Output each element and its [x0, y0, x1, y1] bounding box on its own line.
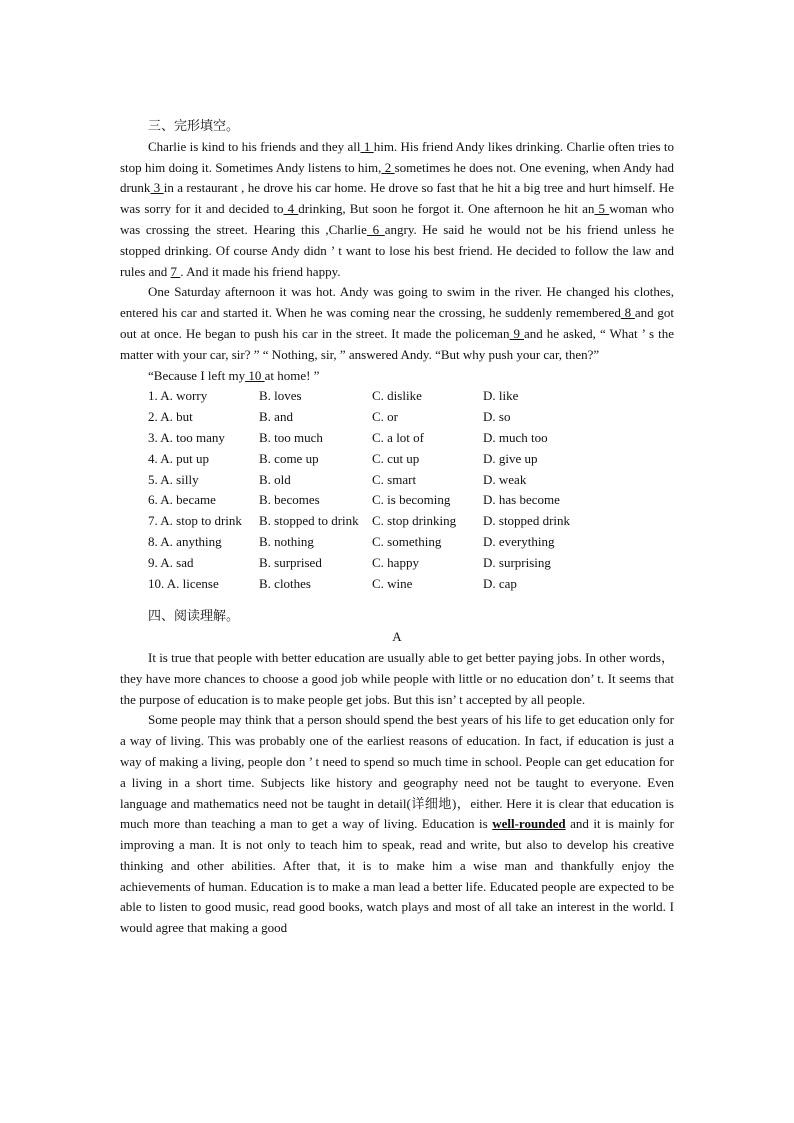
- option-b: B. too much: [259, 429, 323, 445]
- option-c: C. or: [372, 409, 398, 425]
- section-4-heading: 四、阅读理解。: [148, 608, 240, 624]
- option-row: [148, 386, 674, 407]
- blank-5: 5: [594, 201, 610, 217]
- blank-2: 2: [381, 159, 395, 175]
- blank-3: 3: [150, 180, 164, 196]
- option-a: 7. A. stop to drink: [148, 513, 242, 529]
- blank-9: 9: [509, 325, 524, 341]
- option-d: D. like: [483, 388, 519, 404]
- option-d: D. surprising: [483, 554, 551, 570]
- option-d: D. give up: [483, 450, 538, 466]
- blank-8: 8: [620, 305, 635, 321]
- option-c: C. dislike: [372, 388, 422, 404]
- option-row: [148, 470, 674, 491]
- text: One Saturday afternoon it was hot. Andy was going to swim in the river. He changed his clothes, entered his car and started it. When he was coming near the crossing, he suddenly remembered: [120, 284, 674, 321]
- text: angry. He said he would not be his friend unless he stopped drinking. Of course Andy didn ’ t want to lose his best friend. He decided to follow the law and rules and: [120, 221, 674, 279]
- section-3-heading: 三、完形填空。: [148, 118, 240, 133]
- option-row: [148, 428, 674, 449]
- option-c: C. stop drinking: [372, 513, 457, 529]
- option-b: B. old: [259, 471, 291, 487]
- option-b: B. nothing: [259, 533, 314, 549]
- option-b: B. surprised: [259, 554, 322, 570]
- option-c: C. smart: [372, 471, 417, 487]
- text: him. His friend Andy likes drinking. Charlie often tries to stop him doing it. Sometimes Andy listens to him,: [120, 138, 675, 175]
- option-d: D. cap: [483, 575, 517, 591]
- text: “Because I left my: [148, 367, 246, 383]
- text: Charlie is kind to his friends and they all: [148, 138, 361, 154]
- option-row: [148, 407, 674, 428]
- blank-4: 4: [283, 201, 299, 217]
- text: and it is mainly for improving a man. It is not only to teach him to speak, read and write, but also to develop his creative thinking and other abilities. After that, it is to make him a wise man and thankfully enjoy the achievements of human. Education is to make a man lead a better life. Educated people are expected to be able to listen to good music, read good books, watch plays and most of all take an interest in the world. I would agree that making a good: [120, 816, 675, 936]
- option-a: 4. A. put up: [148, 450, 210, 466]
- option-b: B. stopped to drink: [259, 513, 359, 529]
- keyword-well-rounded: well-rounded: [492, 816, 566, 832]
- option-d: D. so: [483, 409, 511, 425]
- option-b: B. clothes: [259, 575, 311, 591]
- option-b: B. loves: [259, 388, 302, 404]
- option-a: 10. A. license: [148, 575, 219, 591]
- text: at home! ”: [264, 367, 320, 383]
- option-c: C. wine: [372, 575, 413, 591]
- option-row: [148, 511, 674, 532]
- option-d: D. has become: [483, 492, 560, 508]
- option-a: 2. A. but: [148, 409, 193, 425]
- option-a: 5. A. silly: [148, 471, 199, 487]
- blank-1: 1: [360, 138, 374, 154]
- option-d: D. everything: [483, 533, 555, 549]
- option-c: C. cut up: [372, 450, 420, 466]
- option-d: D. stopped drink: [483, 513, 571, 529]
- option-a: 8. A. anything: [148, 533, 222, 549]
- option-b: B. and: [259, 409, 293, 425]
- blank-7: 7: [170, 263, 181, 279]
- blank-6: 6: [366, 221, 385, 237]
- option-row: [148, 449, 674, 470]
- option-b: B. becomes: [259, 492, 320, 508]
- text: sometimes he does not. One evening, when Andy had drunk: [120, 159, 674, 196]
- text: and got out at once. He began to push his car in the street. It made the policeman: [120, 305, 674, 341]
- option-d: D. much too: [483, 429, 548, 445]
- reading-paragraph-2: [120, 710, 674, 939]
- option-row: [148, 532, 674, 553]
- text: in a restaurant , he drove his car home. He drove so fast that he hit a big tree and hurt himself. He was sorry for it and decided to: [120, 180, 675, 217]
- option-c: C. a lot of: [372, 429, 424, 445]
- blank-10: 10: [245, 367, 265, 383]
- option-a: 6. A. became: [148, 492, 216, 508]
- options-table: [120, 386, 674, 594]
- passage-label: A: [392, 629, 402, 645]
- option-c: C. is becoming: [372, 492, 451, 508]
- text: . And it made his friend happy.: [180, 263, 341, 279]
- cloze-paragraph-2: [120, 282, 674, 365]
- option-c: C. something: [372, 533, 442, 549]
- cloze-paragraph-1: [120, 137, 674, 283]
- option-a: 9. A. sad: [148, 554, 194, 570]
- option-c: C. happy: [372, 554, 419, 570]
- text: drinking, But soon he forgot it. One afternoon he hit an: [298, 201, 595, 217]
- text: woman who was crossing the street. Hearing this ,Charlie: [120, 201, 675, 237]
- option-d: D. weak: [483, 471, 527, 487]
- document-page: [120, 116, 674, 939]
- option-row: [148, 490, 674, 511]
- text: Some people may think that a person should spend the best years of his life to get education only for a way of living. This was probably one of the earliest reasons of education. In fact, if education is just a way of making a living, people don ’ t need to spend so much time in school. People can get education for a living in a short time. Subjects like history and geography need not be taught to everyone. Even language and mathematics need not be taught in detail(详细地)，either. Here it is clear that education is much more than teaching a man to get a way of living. Education is: [120, 712, 674, 832]
- cloze-paragraph-3: [120, 366, 674, 387]
- option-row: [148, 553, 674, 574]
- option-b: B. come up: [259, 450, 319, 466]
- reading-paragraph-1: It is true that people with better education are usually able to get better paying jobs. In other words，they have more chances to choose a good job while people with little or no education don’ t. It seems that the purpose of education is to make people get jobs. But this isn’ t accepted by all people.: [120, 649, 674, 707]
- spacer: [120, 594, 674, 606]
- option-a: 3. A. too many: [148, 429, 225, 445]
- option-a: 1. A. worry: [148, 388, 208, 404]
- text: and he asked, “ What ’ s the matter with your car, sir? ” “ Nothing, sir, ” answered Andy. “But why push your car, then?”: [120, 325, 674, 362]
- option-row: [148, 574, 674, 595]
